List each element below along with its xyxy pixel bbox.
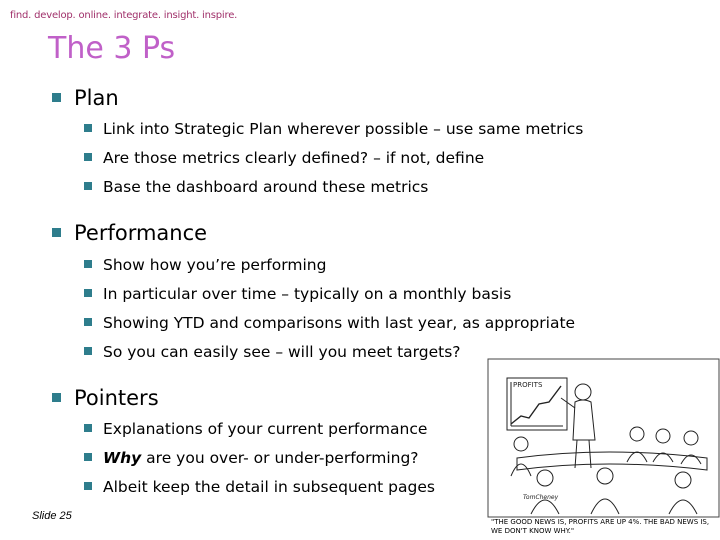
chart-label: PROFITS [513, 381, 543, 389]
square-bullet-icon [84, 318, 92, 326]
bullet-text: So you can easily see – will you meet targets? [103, 343, 461, 361]
square-bullet-icon [84, 153, 92, 161]
square-bullet-icon [84, 260, 92, 268]
bullet-item [84, 178, 428, 196]
bullet-item [84, 449, 419, 467]
slide-title: The 3 Ps [48, 31, 176, 66]
square-bullet-icon [84, 182, 92, 190]
square-bullet-icon [52, 228, 61, 237]
conference-table [517, 452, 707, 470]
square-bullet-icon [84, 453, 92, 461]
section-heading-label: Performance [74, 221, 208, 245]
bullet-text: are you over- or under-performing? [141, 449, 419, 467]
slide-number: Slide 25 [32, 510, 72, 522]
section-heading-label: Plan [74, 86, 119, 110]
emphasis-text: Why [103, 449, 142, 467]
brand-tagline: find. develop. online. integrate. insight. inspire. [10, 10, 238, 21]
bullet-item [84, 120, 583, 138]
presenter-head [575, 384, 591, 400]
bullet-text: Explanations of your current performance [103, 420, 428, 438]
square-bullet-icon [84, 289, 92, 297]
bullet-item [84, 343, 461, 361]
bullet-text: Are those metrics clearly defined? – if not, define [103, 149, 485, 167]
cartoon-caption: "THE GOOD NEWS IS, PROFITS ARE UP 4%. THE BAD NEWS IS, WE DON'T KNOW WHY." [491, 518, 710, 535]
bullet-text: Showing YTD and comparisons with last year, as appropriate [103, 314, 576, 332]
bullet-text: Albeit keep the detail in subsequent pages [103, 478, 435, 496]
bullet-item [84, 478, 435, 496]
square-bullet-icon [84, 482, 92, 490]
bullet-item [84, 256, 326, 274]
bullet-text: Base the dashboard around these metrics [103, 178, 429, 196]
bullet-item [84, 149, 484, 167]
bullet-item [84, 285, 511, 303]
presenter-body [573, 400, 595, 440]
bullet-text: In particular over time – typically on a monthly basis [103, 285, 512, 303]
bullet-text: Link into Strategic Plan wherever possible – use same metrics [103, 120, 584, 138]
business-meeting-cartoon [487, 358, 720, 540]
square-bullet-icon [84, 424, 92, 432]
bullet-item [84, 314, 575, 332]
section-heading-label: Pointers [74, 386, 159, 410]
section-heading-pointers [52, 386, 159, 410]
bullet-item [84, 420, 427, 438]
square-bullet-icon [52, 93, 61, 102]
square-bullet-icon [84, 347, 92, 355]
bullet-text: Show how you’re performing [103, 256, 327, 274]
square-bullet-icon [52, 393, 61, 402]
section-heading-performance [52, 221, 207, 245]
square-bullet-icon [84, 124, 92, 132]
artist-signature: TomCheney [523, 494, 559, 501]
section-heading-plan [52, 86, 119, 110]
